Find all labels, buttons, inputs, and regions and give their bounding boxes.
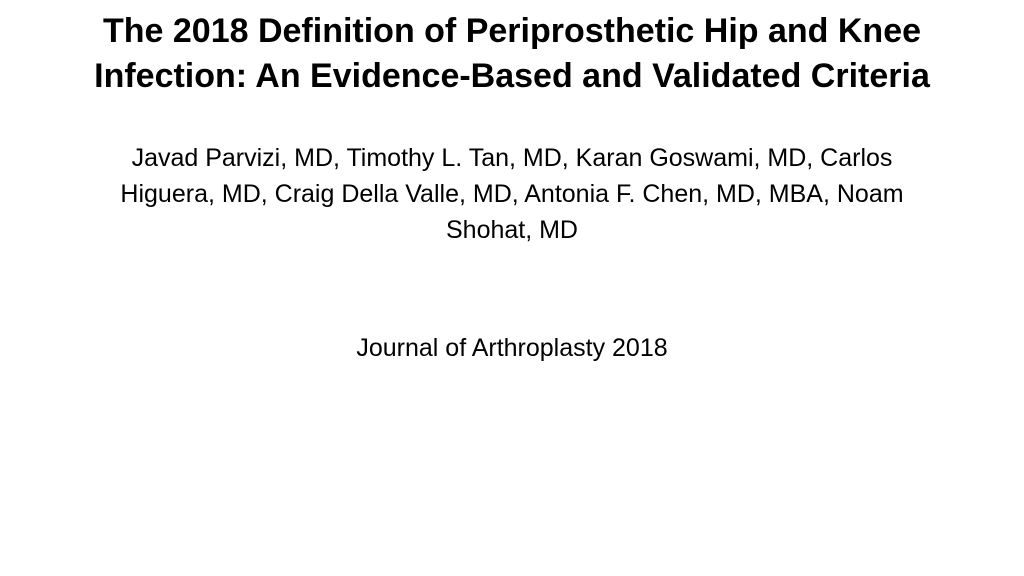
- author-list-line: Higuera, MD, Craig Della Valle, MD, Antonia F. Chen, MD, MBA, Noam: [120, 180, 904, 208]
- slide-title-line: Infection: An Evidence-Based and Validated Criteria: [94, 57, 930, 95]
- journal-citation: Journal of Arthroplasty 2018: [356, 334, 668, 362]
- slide-title-line: The 2018 Definition of Periprosthetic Hip and Knee: [102, 12, 922, 50]
- author-list-line: Javad Parvizi, MD, Timothy L. Tan, MD, Karan Goswami, MD, Carlos: [131, 144, 893, 172]
- author-list-line: Shohat, MD: [445, 216, 578, 244]
- slide-title: [0, 9, 1024, 99]
- author-list: [0, 140, 1024, 248]
